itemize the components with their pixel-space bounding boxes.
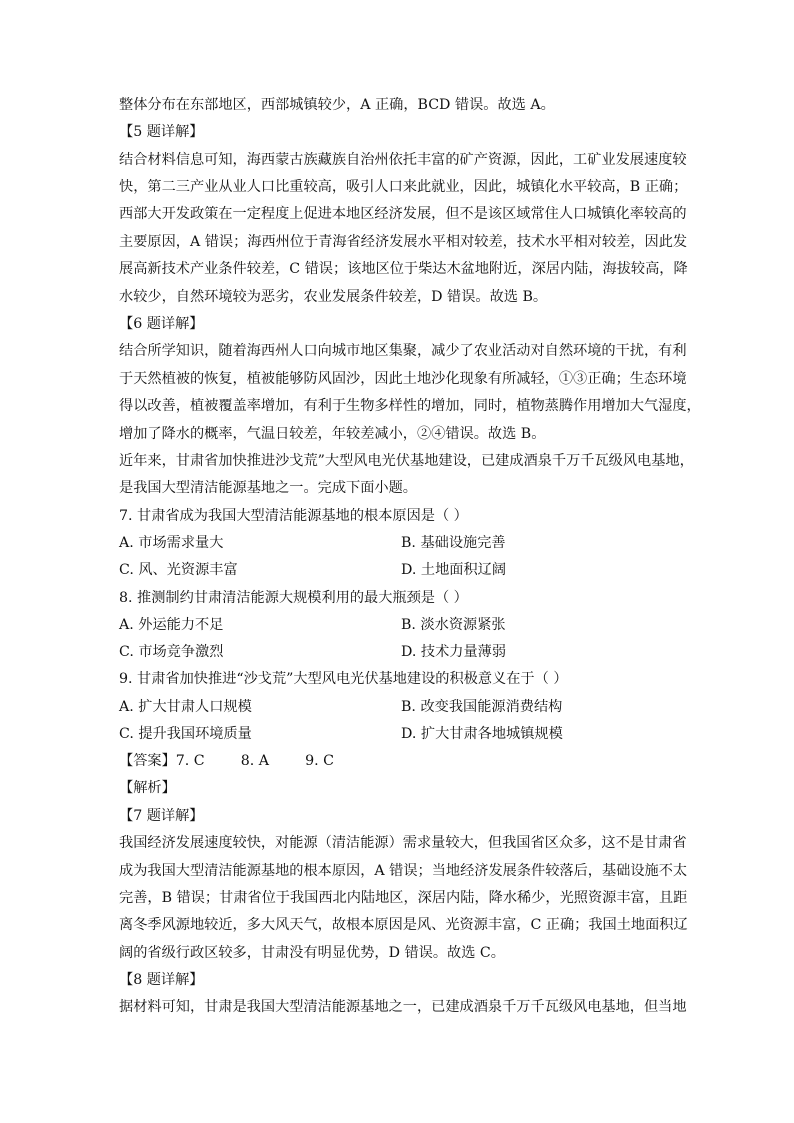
section-heading-7: 【7 题详解】 bbox=[119, 808, 204, 824]
text-line: 展高新技术产业条件较差，C 错误；该地区位于柴达木盆地附近，深居内陆，海拔较高，降 bbox=[119, 261, 688, 277]
text-line: 是我国大型清洁能源基地之一。完成下面小题。 bbox=[119, 480, 417, 496]
text-line: 完善，B 错误；甘肃省位于我国西北内陆地区，深居内陆，降水稀少，光照资源丰富，且距 bbox=[119, 890, 688, 906]
q8-option-c: C. 市场竞争激烈 bbox=[119, 644, 224, 660]
text-line: 增加了降水的概率，气温日较差，年较差减小，②④错误。故选 B。 bbox=[119, 426, 546, 442]
q9-option-d: D. 扩大甘肃各地城镇规模 bbox=[401, 726, 563, 742]
q8-option-b: B. 淡水资源紧张 bbox=[401, 617, 506, 633]
q9-option-b: B. 改变我国能源消费结构 bbox=[401, 699, 563, 715]
text-line: 水较少，自然环境较为恶劣，农业发展条件较差，D 错误。故选 B。 bbox=[119, 289, 548, 305]
section-heading-6: 【6 题详解】 bbox=[119, 316, 204, 332]
text-line: 据材料可知，甘肃是我国大型清洁能源基地之一，已建成酒泉千万千瓦级风电基地，但当地 bbox=[119, 999, 687, 1015]
question-7: 7. 甘肃省成为我国大型清洁能源基地的根本原因是（ ） bbox=[119, 508, 468, 524]
text-line: 结合材料信息可知，海西蒙古族藏族自治州依托丰富的矿产资源，因此，工矿业发展速度较 bbox=[119, 152, 687, 168]
q7-option-b: B. 基础设施完善 bbox=[401, 535, 506, 551]
text-line: 阔的省级行政区较多，甘肃没有明显优势，D 错误。故选 C。 bbox=[119, 945, 505, 961]
question-8: 8. 推测制约甘肃清洁能源大规模利用的最大瓶颈是（ ） bbox=[119, 590, 468, 606]
question-9: 9. 甘肃省加快推进“沙戈荒”大型风电光伏基地建设的积极意义在于（ ） bbox=[119, 671, 568, 687]
text-line: 近年来，甘肃省加快推进沙戈荒”大型风电光伏基地建设，已建成酒泉千万千瓦级风电基地， bbox=[119, 453, 694, 469]
q8-option-d: D. 技术力量薄弱 bbox=[401, 644, 507, 660]
text-line: 主要原因，A 错误；海西州位于青海省经济发展水平相对较差，技术水平相对较差，因此发 bbox=[119, 234, 688, 250]
q7-option-d: D. 土地面积辽阔 bbox=[401, 562, 507, 578]
text-line: 得以改善，植被覆盖率增加，有利于生物多样性的增加，同时，植物蒸腾作用增加大气湿度， bbox=[119, 398, 701, 414]
analysis-heading: 【解析】 bbox=[119, 780, 176, 796]
text-line: 于天然植被的恢复，植被能够防风固沙，因此土地沙化现象有所减轻，①③正确；生态环境 bbox=[119, 371, 687, 387]
text-line: 离冬季风源地较近，多大风天气，故根本原因是风、光资源丰富，C 正确；我国土地面积辽 bbox=[119, 917, 688, 933]
text-line: 结合所学知识，随着海西州人口向城市地区集聚，减少了农业活动对自然环境的干扰，有利 bbox=[119, 343, 687, 359]
text-line: 西部大开发政策在一定程度上促进本地区经济发展，但不是该区域常住人口城镇化率较高的 bbox=[119, 206, 687, 222]
text-line: 快，第二三产业从业人口比重较高，吸引人口来此就业，因此，城镇化水平较高，B 正确； bbox=[119, 179, 688, 195]
section-heading-8: 【8 题详解】 bbox=[119, 972, 204, 988]
answer-line: 【答案】7. C 8. A 9. C bbox=[119, 753, 335, 769]
q7-option-c: C. 风、光资源丰富 bbox=[119, 562, 238, 578]
q9-option-c: C. 提升我国环境质量 bbox=[119, 726, 252, 742]
text-line: 我国经济发展速度较快，对能源（清洁能源）需求量较大，但我国省区众多，这不是甘肃省 bbox=[119, 835, 687, 851]
text-line: 成为我国大型清洁能源基地的根本原因，A 错误；当地经济发展条件较落后，基础设施不太 bbox=[119, 863, 688, 879]
text-line: 整体分布在东部地区，西部城镇较少，A 正确，BCD 错误。故选 A。 bbox=[119, 97, 555, 113]
q9-option-a: A. 扩大甘肃人口规模 bbox=[119, 699, 252, 715]
q8-option-a: A. 外运能力不足 bbox=[119, 617, 224, 633]
section-heading-5: 【5 题详解】 bbox=[119, 124, 204, 140]
q7-option-a: A. 市场需求量大 bbox=[119, 535, 224, 551]
